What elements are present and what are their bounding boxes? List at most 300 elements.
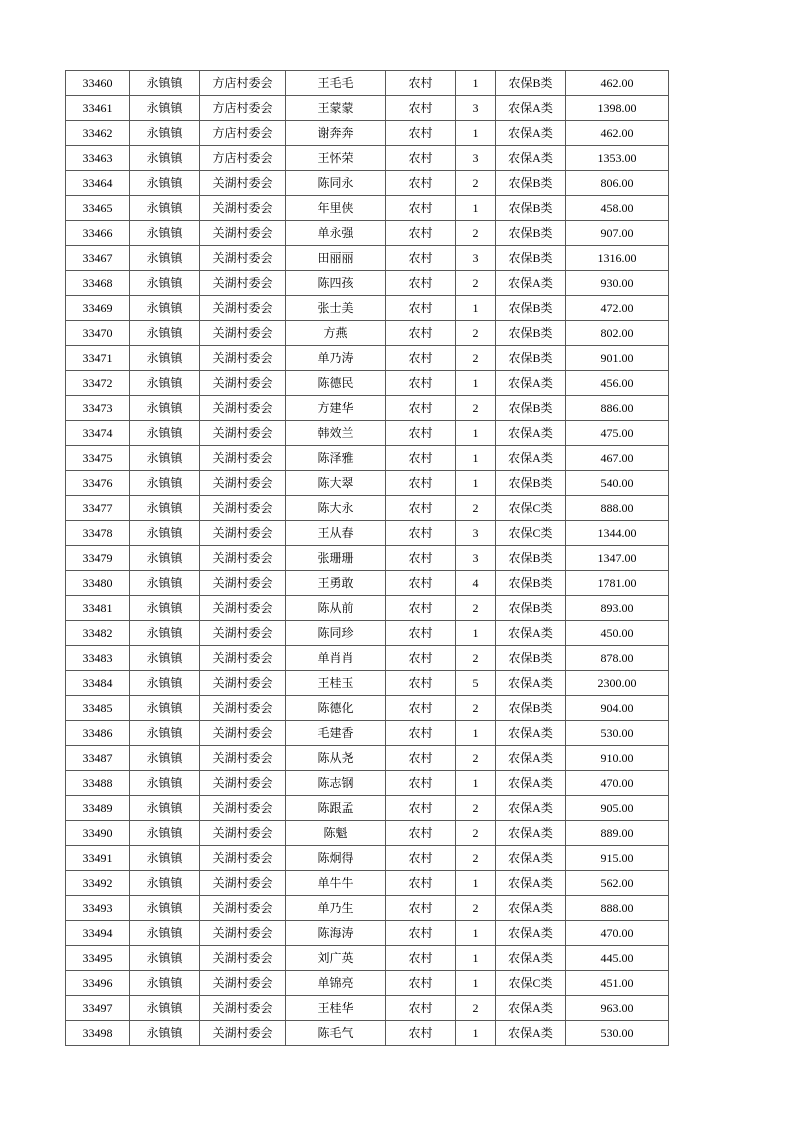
cell-town: 永镇镇	[130, 171, 200, 196]
table-row	[66, 271, 669, 296]
cell-record_id: 33468	[66, 271, 130, 296]
cell-residence_type: 农村	[386, 496, 456, 521]
cell-person_count: 1	[456, 121, 496, 146]
cell-person_count: 1	[456, 621, 496, 646]
cell-amount: 802.00	[566, 321, 669, 346]
cell-person_count: 2	[456, 996, 496, 1021]
cell-person_name: 毛建香	[286, 721, 386, 746]
cell-town: 永镇镇	[130, 496, 200, 521]
cell-person_count: 3	[456, 546, 496, 571]
table-row	[66, 496, 669, 521]
cell-person_count: 1	[456, 421, 496, 446]
cell-insurance_category: 农保B类	[496, 71, 566, 96]
cell-person_name: 陈炯得	[286, 846, 386, 871]
cell-amount: 1353.00	[566, 146, 669, 171]
cell-person_name: 陈魁	[286, 821, 386, 846]
table-row	[66, 621, 669, 646]
cell-town: 永镇镇	[130, 946, 200, 971]
table-row	[66, 221, 669, 246]
cell-town: 永镇镇	[130, 196, 200, 221]
cell-town: 永镇镇	[130, 71, 200, 96]
cell-record_id: 33477	[66, 496, 130, 521]
cell-residence_type: 农村	[386, 946, 456, 971]
cell-village_committee: 关湖村委会	[200, 271, 286, 296]
cell-person_count: 2	[456, 696, 496, 721]
table-row	[66, 596, 669, 621]
cell-insurance_category: 农保A类	[496, 1021, 566, 1046]
cell-village_committee: 关湖村委会	[200, 196, 286, 221]
cell-residence_type: 农村	[386, 296, 456, 321]
cell-town: 永镇镇	[130, 671, 200, 696]
cell-insurance_category: 农保A类	[496, 746, 566, 771]
cell-amount: 1347.00	[566, 546, 669, 571]
cell-person_count: 1	[456, 296, 496, 321]
cell-residence_type: 农村	[386, 996, 456, 1021]
cell-residence_type: 农村	[386, 196, 456, 221]
cell-residence_type: 农村	[386, 796, 456, 821]
cell-insurance_category: 农保B类	[496, 571, 566, 596]
cell-village_committee: 方店村委会	[200, 121, 286, 146]
cell-residence_type: 农村	[386, 921, 456, 946]
cell-village_committee: 关湖村委会	[200, 446, 286, 471]
cell-insurance_category: 农保C类	[496, 521, 566, 546]
table-row	[66, 821, 669, 846]
cell-person_name: 刘广英	[286, 946, 386, 971]
cell-residence_type: 农村	[386, 846, 456, 871]
cell-insurance_category: 农保A类	[496, 671, 566, 696]
cell-person_count: 1	[456, 471, 496, 496]
cell-person_count: 1	[456, 446, 496, 471]
cell-person_count: 2	[456, 796, 496, 821]
cell-person_count: 1	[456, 921, 496, 946]
cell-record_id: 33470	[66, 321, 130, 346]
cell-person_name: 王勇敢	[286, 571, 386, 596]
cell-amount: 456.00	[566, 371, 669, 396]
cell-residence_type: 农村	[386, 446, 456, 471]
cell-residence_type: 农村	[386, 871, 456, 896]
cell-amount: 470.00	[566, 771, 669, 796]
cell-village_committee: 关湖村委会	[200, 171, 286, 196]
cell-town: 永镇镇	[130, 471, 200, 496]
cell-town: 永镇镇	[130, 221, 200, 246]
cell-insurance_category: 农保A类	[496, 421, 566, 446]
cell-person_name: 王蒙蒙	[286, 96, 386, 121]
cell-village_committee: 关湖村委会	[200, 871, 286, 896]
cell-insurance_category: 农保B类	[496, 296, 566, 321]
table-row	[66, 446, 669, 471]
cell-village_committee: 关湖村委会	[200, 246, 286, 271]
cell-person_name: 方建华	[286, 396, 386, 421]
cell-insurance_category: 农保A类	[496, 371, 566, 396]
cell-person_name: 王桂玉	[286, 671, 386, 696]
cell-record_id: 33471	[66, 346, 130, 371]
cell-residence_type: 农村	[386, 171, 456, 196]
cell-insurance_category: 农保A类	[496, 96, 566, 121]
table-row	[66, 421, 669, 446]
cell-amount: 1316.00	[566, 246, 669, 271]
cell-record_id: 33473	[66, 396, 130, 421]
cell-record_id: 33481	[66, 596, 130, 621]
table-row	[66, 946, 669, 971]
cell-village_committee: 关湖村委会	[200, 896, 286, 921]
cell-person_count: 2	[456, 396, 496, 421]
cell-person_count: 5	[456, 671, 496, 696]
cell-person_name: 谢奔奔	[286, 121, 386, 146]
cell-amount: 472.00	[566, 296, 669, 321]
cell-amount: 450.00	[566, 621, 669, 646]
table-row	[66, 171, 669, 196]
cell-record_id: 33493	[66, 896, 130, 921]
cell-town: 永镇镇	[130, 146, 200, 171]
cell-insurance_category: 农保A类	[496, 946, 566, 971]
cell-residence_type: 农村	[386, 471, 456, 496]
cell-town: 永镇镇	[130, 821, 200, 846]
table-row	[66, 996, 669, 1021]
cell-person_count: 3	[456, 96, 496, 121]
cell-person_name: 陈从尧	[286, 746, 386, 771]
cell-amount: 907.00	[566, 221, 669, 246]
cell-person_name: 方燕	[286, 321, 386, 346]
cell-village_committee: 关湖村委会	[200, 221, 286, 246]
cell-residence_type: 农村	[386, 421, 456, 446]
cell-town: 永镇镇	[130, 421, 200, 446]
table-row	[66, 121, 669, 146]
cell-village_committee: 关湖村委会	[200, 846, 286, 871]
cell-village_committee: 关湖村委会	[200, 421, 286, 446]
cell-record_id: 33478	[66, 521, 130, 546]
cell-record_id: 33464	[66, 171, 130, 196]
cell-person_name: 陈同永	[286, 171, 386, 196]
cell-person_name: 陈从前	[286, 596, 386, 621]
cell-amount: 915.00	[566, 846, 669, 871]
cell-residence_type: 农村	[386, 271, 456, 296]
table-row	[66, 196, 669, 221]
cell-person_name: 陈德化	[286, 696, 386, 721]
cell-insurance_category: 农保A类	[496, 446, 566, 471]
cell-insurance_category: 农保A类	[496, 921, 566, 946]
cell-town: 永镇镇	[130, 346, 200, 371]
cell-residence_type: 农村	[386, 1021, 456, 1046]
cell-person_count: 3	[456, 246, 496, 271]
cell-town: 永镇镇	[130, 546, 200, 571]
table-row	[66, 546, 669, 571]
cell-amount: 462.00	[566, 121, 669, 146]
cell-village_committee: 关湖村委会	[200, 546, 286, 571]
cell-village_committee: 方店村委会	[200, 96, 286, 121]
table-row	[66, 371, 669, 396]
cell-village_committee: 关湖村委会	[200, 521, 286, 546]
cell-person_count: 1	[456, 946, 496, 971]
cell-person_count: 1	[456, 71, 496, 96]
cell-amount: 1398.00	[566, 96, 669, 121]
cell-residence_type: 农村	[386, 771, 456, 796]
cell-insurance_category: 农保A类	[496, 721, 566, 746]
cell-insurance_category: 农保A类	[496, 996, 566, 1021]
table-row	[66, 696, 669, 721]
cell-amount: 562.00	[566, 871, 669, 896]
cell-person_name: 陈大永	[286, 496, 386, 521]
cell-town: 永镇镇	[130, 446, 200, 471]
table-row	[66, 921, 669, 946]
cell-residence_type: 农村	[386, 96, 456, 121]
cell-village_committee: 关湖村委会	[200, 946, 286, 971]
cell-amount: 467.00	[566, 446, 669, 471]
cell-insurance_category: 农保A类	[496, 871, 566, 896]
cell-amount: 475.00	[566, 421, 669, 446]
cell-town: 永镇镇	[130, 721, 200, 746]
cell-insurance_category: 农保C类	[496, 496, 566, 521]
cell-amount: 458.00	[566, 196, 669, 221]
table-row	[66, 296, 669, 321]
cell-village_committee: 关湖村委会	[200, 646, 286, 671]
cell-insurance_category: 农保A类	[496, 846, 566, 871]
cell-person_count: 3	[456, 146, 496, 171]
cell-record_id: 33482	[66, 621, 130, 646]
cell-village_committee: 方店村委会	[200, 146, 286, 171]
cell-residence_type: 农村	[386, 696, 456, 721]
cell-insurance_category: 农保B类	[496, 696, 566, 721]
table-row	[66, 846, 669, 871]
cell-amount: 530.00	[566, 1021, 669, 1046]
cell-person_name: 陈泽雅	[286, 446, 386, 471]
cell-village_committee: 关湖村委会	[200, 571, 286, 596]
cell-residence_type: 农村	[386, 721, 456, 746]
cell-record_id: 33472	[66, 371, 130, 396]
cell-person_name: 张珊珊	[286, 546, 386, 571]
cell-person_name: 田丽丽	[286, 246, 386, 271]
cell-record_id: 33484	[66, 671, 130, 696]
cell-residence_type: 农村	[386, 146, 456, 171]
cell-residence_type: 农村	[386, 896, 456, 921]
cell-person_count: 2	[456, 596, 496, 621]
cell-insurance_category: 农保B类	[496, 546, 566, 571]
cell-record_id: 33490	[66, 821, 130, 846]
cell-town: 永镇镇	[130, 871, 200, 896]
cell-person_name: 陈同珍	[286, 621, 386, 646]
cell-person_name: 张士美	[286, 296, 386, 321]
cell-residence_type: 农村	[386, 571, 456, 596]
cell-record_id: 33462	[66, 121, 130, 146]
cell-residence_type: 农村	[386, 621, 456, 646]
table-row	[66, 321, 669, 346]
cell-record_id: 33492	[66, 871, 130, 896]
cell-person_name: 年里侠	[286, 196, 386, 221]
cell-person_count: 2	[456, 746, 496, 771]
cell-insurance_category: 农保A类	[496, 796, 566, 821]
cell-town: 永镇镇	[130, 796, 200, 821]
cell-person_name: 韩效兰	[286, 421, 386, 446]
cell-town: 永镇镇	[130, 396, 200, 421]
cell-residence_type: 农村	[386, 321, 456, 346]
table-row	[66, 871, 669, 896]
cell-village_committee: 关湖村委会	[200, 796, 286, 821]
cell-village_committee: 方店村委会	[200, 71, 286, 96]
cell-amount: 893.00	[566, 596, 669, 621]
cell-insurance_category: 农保B类	[496, 321, 566, 346]
cell-record_id: 33479	[66, 546, 130, 571]
cell-amount: 901.00	[566, 346, 669, 371]
cell-person_count: 1	[456, 871, 496, 896]
cell-record_id: 33487	[66, 746, 130, 771]
cell-person_name: 陈毛气	[286, 1021, 386, 1046]
cell-insurance_category: 农保A类	[496, 146, 566, 171]
cell-town: 永镇镇	[130, 271, 200, 296]
cell-record_id: 33495	[66, 946, 130, 971]
cell-person_count: 4	[456, 571, 496, 596]
cell-residence_type: 农村	[386, 246, 456, 271]
cell-village_committee: 关湖村委会	[200, 596, 286, 621]
cell-insurance_category: 农保B类	[496, 346, 566, 371]
cell-residence_type: 农村	[386, 546, 456, 571]
cell-record_id: 33460	[66, 71, 130, 96]
cell-amount: 888.00	[566, 496, 669, 521]
cell-village_committee: 关湖村委会	[200, 971, 286, 996]
cell-amount: 806.00	[566, 171, 669, 196]
cell-insurance_category: 农保A类	[496, 121, 566, 146]
cell-insurance_category: 农保A类	[496, 621, 566, 646]
cell-amount: 910.00	[566, 746, 669, 771]
cell-residence_type: 农村	[386, 121, 456, 146]
cell-record_id: 33498	[66, 1021, 130, 1046]
table-row	[66, 396, 669, 421]
cell-town: 永镇镇	[130, 896, 200, 921]
table-row	[66, 721, 669, 746]
cell-person_count: 2	[456, 321, 496, 346]
benefits-table-body	[66, 71, 669, 1046]
table-row	[66, 571, 669, 596]
cell-village_committee: 关湖村委会	[200, 1021, 286, 1046]
cell-person_count: 2	[456, 496, 496, 521]
table-row	[66, 521, 669, 546]
cell-village_committee: 关湖村委会	[200, 821, 286, 846]
cell-residence_type: 农村	[386, 821, 456, 846]
cell-village_committee: 关湖村委会	[200, 496, 286, 521]
cell-record_id: 33496	[66, 971, 130, 996]
cell-amount: 1781.00	[566, 571, 669, 596]
cell-town: 永镇镇	[130, 1021, 200, 1046]
cell-town: 永镇镇	[130, 596, 200, 621]
cell-person_name: 陈四孩	[286, 271, 386, 296]
cell-record_id: 33483	[66, 646, 130, 671]
cell-insurance_category: 农保A类	[496, 771, 566, 796]
cell-village_committee: 关湖村委会	[200, 746, 286, 771]
cell-town: 永镇镇	[130, 996, 200, 1021]
cell-amount: 963.00	[566, 996, 669, 1021]
cell-insurance_category: 农保B类	[496, 646, 566, 671]
table-row	[66, 746, 669, 771]
table-row	[66, 896, 669, 921]
cell-residence_type: 农村	[386, 521, 456, 546]
cell-insurance_category: 农保A类	[496, 896, 566, 921]
cell-village_committee: 关湖村委会	[200, 771, 286, 796]
table-row	[66, 146, 669, 171]
cell-village_committee: 关湖村委会	[200, 996, 286, 1021]
cell-amount: 445.00	[566, 946, 669, 971]
cell-town: 永镇镇	[130, 521, 200, 546]
cell-person_name: 王桂华	[286, 996, 386, 1021]
cell-person_name: 陈志钢	[286, 771, 386, 796]
cell-record_id: 33476	[66, 471, 130, 496]
table-row	[66, 346, 669, 371]
cell-person_count: 1	[456, 196, 496, 221]
cell-village_committee: 关湖村委会	[200, 321, 286, 346]
cell-person_name: 陈大翠	[286, 471, 386, 496]
cell-town: 永镇镇	[130, 371, 200, 396]
cell-record_id: 33494	[66, 921, 130, 946]
cell-town: 永镇镇	[130, 771, 200, 796]
cell-residence_type: 农村	[386, 646, 456, 671]
cell-town: 永镇镇	[130, 696, 200, 721]
cell-person_count: 1	[456, 971, 496, 996]
cell-village_committee: 关湖村委会	[200, 471, 286, 496]
cell-residence_type: 农村	[386, 371, 456, 396]
table-row	[66, 771, 669, 796]
cell-residence_type: 农村	[386, 746, 456, 771]
cell-insurance_category: 农保B类	[496, 396, 566, 421]
cell-person_name: 单乃生	[286, 896, 386, 921]
cell-amount: 889.00	[566, 821, 669, 846]
cell-town: 永镇镇	[130, 846, 200, 871]
cell-village_committee: 关湖村委会	[200, 696, 286, 721]
cell-town: 永镇镇	[130, 646, 200, 671]
cell-town: 永镇镇	[130, 121, 200, 146]
cell-town: 永镇镇	[130, 96, 200, 121]
cell-person_name: 陈跟孟	[286, 796, 386, 821]
cell-amount: 451.00	[566, 971, 669, 996]
cell-residence_type: 农村	[386, 671, 456, 696]
cell-record_id: 33486	[66, 721, 130, 746]
cell-village_committee: 关湖村委会	[200, 721, 286, 746]
cell-record_id: 33489	[66, 796, 130, 821]
cell-person_count: 2	[456, 221, 496, 246]
cell-residence_type: 农村	[386, 221, 456, 246]
cell-person_name: 单肖肖	[286, 646, 386, 671]
cell-amount: 888.00	[566, 896, 669, 921]
cell-person_name: 王从春	[286, 521, 386, 546]
cell-insurance_category: 农保B类	[496, 596, 566, 621]
cell-amount: 878.00	[566, 646, 669, 671]
cell-village_committee: 关湖村委会	[200, 396, 286, 421]
cell-person_name: 王毛毛	[286, 71, 386, 96]
cell-person_count: 1	[456, 371, 496, 396]
cell-amount: 530.00	[566, 721, 669, 746]
cell-record_id: 33480	[66, 571, 130, 596]
cell-record_id: 33463	[66, 146, 130, 171]
cell-town: 永镇镇	[130, 746, 200, 771]
cell-insurance_category: 农保C类	[496, 971, 566, 996]
cell-person_name: 单乃涛	[286, 346, 386, 371]
cell-amount: 462.00	[566, 71, 669, 96]
table-row	[66, 471, 669, 496]
cell-record_id: 33461	[66, 96, 130, 121]
cell-record_id: 33497	[66, 996, 130, 1021]
cell-person_count: 2	[456, 346, 496, 371]
cell-insurance_category: 农保A类	[496, 271, 566, 296]
cell-amount: 904.00	[566, 696, 669, 721]
table-row	[66, 671, 669, 696]
cell-amount: 930.00	[566, 271, 669, 296]
cell-insurance_category: 农保B类	[496, 196, 566, 221]
cell-person_count: 1	[456, 721, 496, 746]
cell-insurance_category: 农保A类	[496, 821, 566, 846]
cell-person_name: 单永强	[286, 221, 386, 246]
cell-person_count: 2	[456, 896, 496, 921]
cell-record_id: 33465	[66, 196, 130, 221]
cell-insurance_category: 农保B类	[496, 221, 566, 246]
cell-record_id: 33469	[66, 296, 130, 321]
cell-record_id: 33491	[66, 846, 130, 871]
cell-town: 永镇镇	[130, 296, 200, 321]
